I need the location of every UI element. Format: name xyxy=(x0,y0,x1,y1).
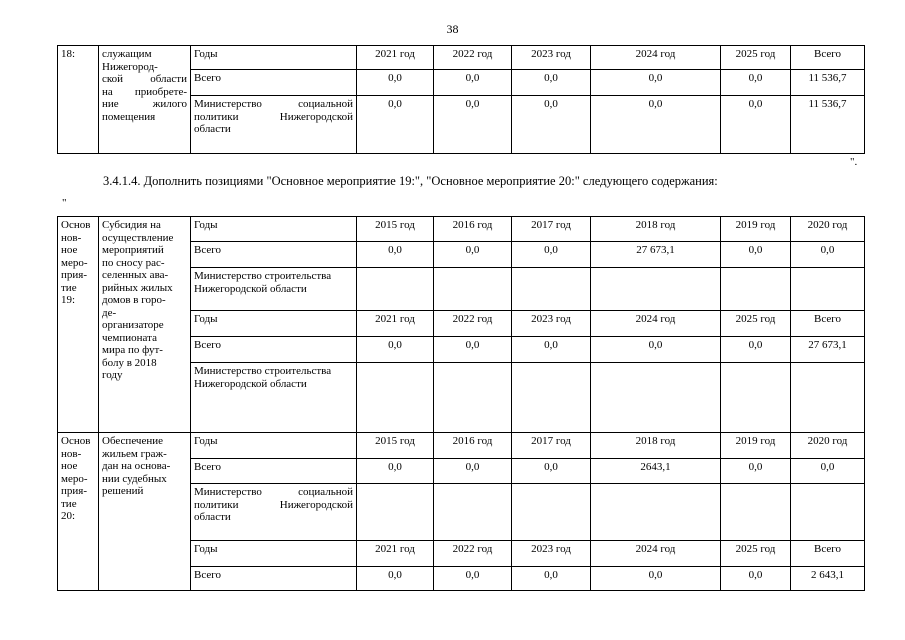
header-year: 2021 год xyxy=(357,311,434,337)
header-year: 2022 год xyxy=(434,541,512,567)
description-line: году xyxy=(102,369,123,381)
ministry-label: Министерство социальной политики Нижегородской области xyxy=(191,484,357,541)
header-total: Всего xyxy=(791,46,865,70)
number-line: ное xyxy=(61,244,78,256)
cell-value: 0,0 xyxy=(357,70,434,96)
cell-value: 0,0 xyxy=(512,96,591,154)
description-line: осуществление xyxy=(102,231,174,244)
number-line: нов- xyxy=(61,447,82,460)
measure-20-description xyxy=(99,433,191,591)
description-line: мероприятий xyxy=(102,244,164,256)
cell-value: 0,0 xyxy=(591,96,721,154)
number-line: ное xyxy=(61,460,78,472)
header-year: 2020 год xyxy=(791,217,865,242)
cell-value: 0,0 xyxy=(512,567,591,591)
cell-value: 0,0 xyxy=(721,242,791,268)
ministry-label: Министерство социальной политики Нижегородской области xyxy=(191,96,357,154)
measure-20-number xyxy=(58,433,99,591)
cell-value: 0,0 xyxy=(434,242,512,268)
header-total: Всего xyxy=(791,541,865,567)
header-year: 2024 год xyxy=(591,541,721,567)
header-total: Всего xyxy=(791,311,865,337)
header-year: 2021 год xyxy=(357,46,434,70)
header-year: 2024 год xyxy=(591,46,721,70)
row-label: Всего xyxy=(191,337,357,363)
header-year: 2016 год xyxy=(434,433,512,459)
header-year: 2018 год xyxy=(591,217,721,242)
cell-value: 0,0 xyxy=(357,459,434,484)
cell-value: 0,0 xyxy=(434,459,512,484)
cell-value: 0,0 xyxy=(721,567,791,591)
cell-value: 0,0 xyxy=(591,337,721,363)
cell-value: 0,0 xyxy=(591,70,721,96)
cell-value: 0,0 xyxy=(591,567,721,591)
cell-value: 0,0 xyxy=(434,70,512,96)
ministry-label: Министерство строительства Нижегородской области xyxy=(191,363,357,433)
description-line: решений xyxy=(102,485,144,497)
cell-value: 0,0 xyxy=(791,242,865,268)
header-year: 2025 год xyxy=(721,541,791,567)
cell-value: 2643,1 xyxy=(591,459,721,484)
header-year: 2022 год xyxy=(434,311,512,337)
number-line: 19: xyxy=(61,294,76,306)
description-line: домов в горо- xyxy=(102,294,166,306)
row-label: Всего xyxy=(191,459,357,484)
header-year: 2015 год xyxy=(357,217,434,242)
number-line: тие xyxy=(61,497,77,510)
cell-value: 0,0 xyxy=(357,337,434,363)
description-line: по сносу рас- xyxy=(102,256,165,269)
header-year: 2021 год xyxy=(357,541,434,567)
cell-value: 27 673,1 xyxy=(591,242,721,268)
opening-quote: " xyxy=(62,197,67,209)
cell-value: 0,0 xyxy=(434,567,512,591)
amendment-paragraph: 3.4.1.4. Дополнить позициями "Основное мероприятие 19:", "Основное мероприятие 20:" следующего содержания: xyxy=(103,174,718,188)
closing-quote: ". xyxy=(850,156,858,168)
header-year: 2015 год xyxy=(357,433,434,459)
header-year: 2023 год xyxy=(512,311,591,337)
cell-value: 11 536,7 xyxy=(791,70,865,96)
header-year: 2022 год xyxy=(434,46,512,70)
measure-number: 18: xyxy=(58,46,99,154)
number-line: нов- xyxy=(61,231,82,244)
header-year: 2019 год xyxy=(721,217,791,242)
measure-description xyxy=(99,46,191,154)
header-year: 2025 год xyxy=(721,46,791,70)
header-year: 2017 год xyxy=(512,217,591,242)
number-line: меро- xyxy=(61,472,88,485)
cell-value: 0,0 xyxy=(791,459,865,484)
row-label: Всего xyxy=(191,70,357,96)
cell-value: 0,0 xyxy=(721,337,791,363)
cell-value: 0,0 xyxy=(721,459,791,484)
description-line: селенных ава- xyxy=(102,269,169,281)
header-year: 2017 год xyxy=(512,433,591,459)
header-year: 2018 год xyxy=(591,433,721,459)
description-line: дан на основа- xyxy=(102,460,171,472)
description-line: чемпионата xyxy=(102,331,157,344)
description-line: мира по фут- xyxy=(102,344,163,356)
number-line: меро- xyxy=(61,256,88,269)
cell-value: 0,0 xyxy=(721,70,791,96)
cell-value: 11 536,7 xyxy=(791,96,865,154)
header-label: Годы xyxy=(191,217,357,242)
row-label: Всего xyxy=(191,242,357,268)
description-line: ской области xyxy=(102,73,187,85)
cell-value: 2 643,1 xyxy=(791,567,865,591)
number-line: прия- xyxy=(61,269,87,281)
header-year: 2016 год xyxy=(434,217,512,242)
header-label: Годы xyxy=(191,541,357,567)
measure-19-description xyxy=(99,217,191,433)
header-label: Годы xyxy=(191,46,357,70)
row-label: Всего xyxy=(191,567,357,591)
cell-value: 0,0 xyxy=(512,70,591,96)
header-label: Годы xyxy=(191,311,357,337)
number-line: Основ xyxy=(61,219,91,231)
ministry-label: Министерство строительства Нижегородской области xyxy=(191,268,357,311)
header-year: 2019 год xyxy=(721,433,791,459)
description-line: служащим xyxy=(102,48,152,60)
number-line: 20: xyxy=(61,510,76,522)
description-line: жильем граж- xyxy=(102,447,167,460)
number-line: прия- xyxy=(61,485,87,497)
cell-value: 0,0 xyxy=(357,242,434,268)
description-line: Нижегород- xyxy=(102,60,158,73)
description-line: Обеспечение xyxy=(102,435,163,447)
header-year: 2023 год xyxy=(512,541,591,567)
cell-value: 0,0 xyxy=(512,459,591,484)
header-label: Годы xyxy=(191,433,357,459)
description-line: Субсидия на xyxy=(102,219,161,231)
table-measures-19-20 xyxy=(57,216,865,591)
description-line: болу в 2018 xyxy=(102,356,157,369)
cell-value: 0,0 xyxy=(434,96,512,154)
header-year: 2020 год xyxy=(791,433,865,459)
description-line: ние жилого xyxy=(102,98,187,110)
cell-value: 0,0 xyxy=(357,96,434,154)
table-measure-18 xyxy=(57,45,865,154)
header-year: 2025 год xyxy=(721,311,791,337)
description-line: на приобрете- xyxy=(102,85,187,98)
page-number: 38 xyxy=(446,22,459,36)
cell-value: 0,0 xyxy=(357,567,434,591)
number-line: тие xyxy=(61,281,77,294)
description-line: де- xyxy=(102,306,117,319)
description-line: помещения xyxy=(102,110,156,123)
cell-value: 27 673,1 xyxy=(791,337,865,363)
number-line: Основ xyxy=(61,435,91,447)
cell-value: 0,0 xyxy=(434,337,512,363)
description-line: нии судебных xyxy=(102,472,167,485)
description-line: организаторе xyxy=(102,319,164,331)
header-year: 2024 год xyxy=(591,311,721,337)
cell-value: 0,0 xyxy=(512,242,591,268)
header-year: 2023 год xyxy=(512,46,591,70)
measure-19-number xyxy=(58,217,99,433)
cell-value: 0,0 xyxy=(721,96,791,154)
cell-value: 0,0 xyxy=(512,337,591,363)
description-line: рийных жилых xyxy=(102,281,173,294)
